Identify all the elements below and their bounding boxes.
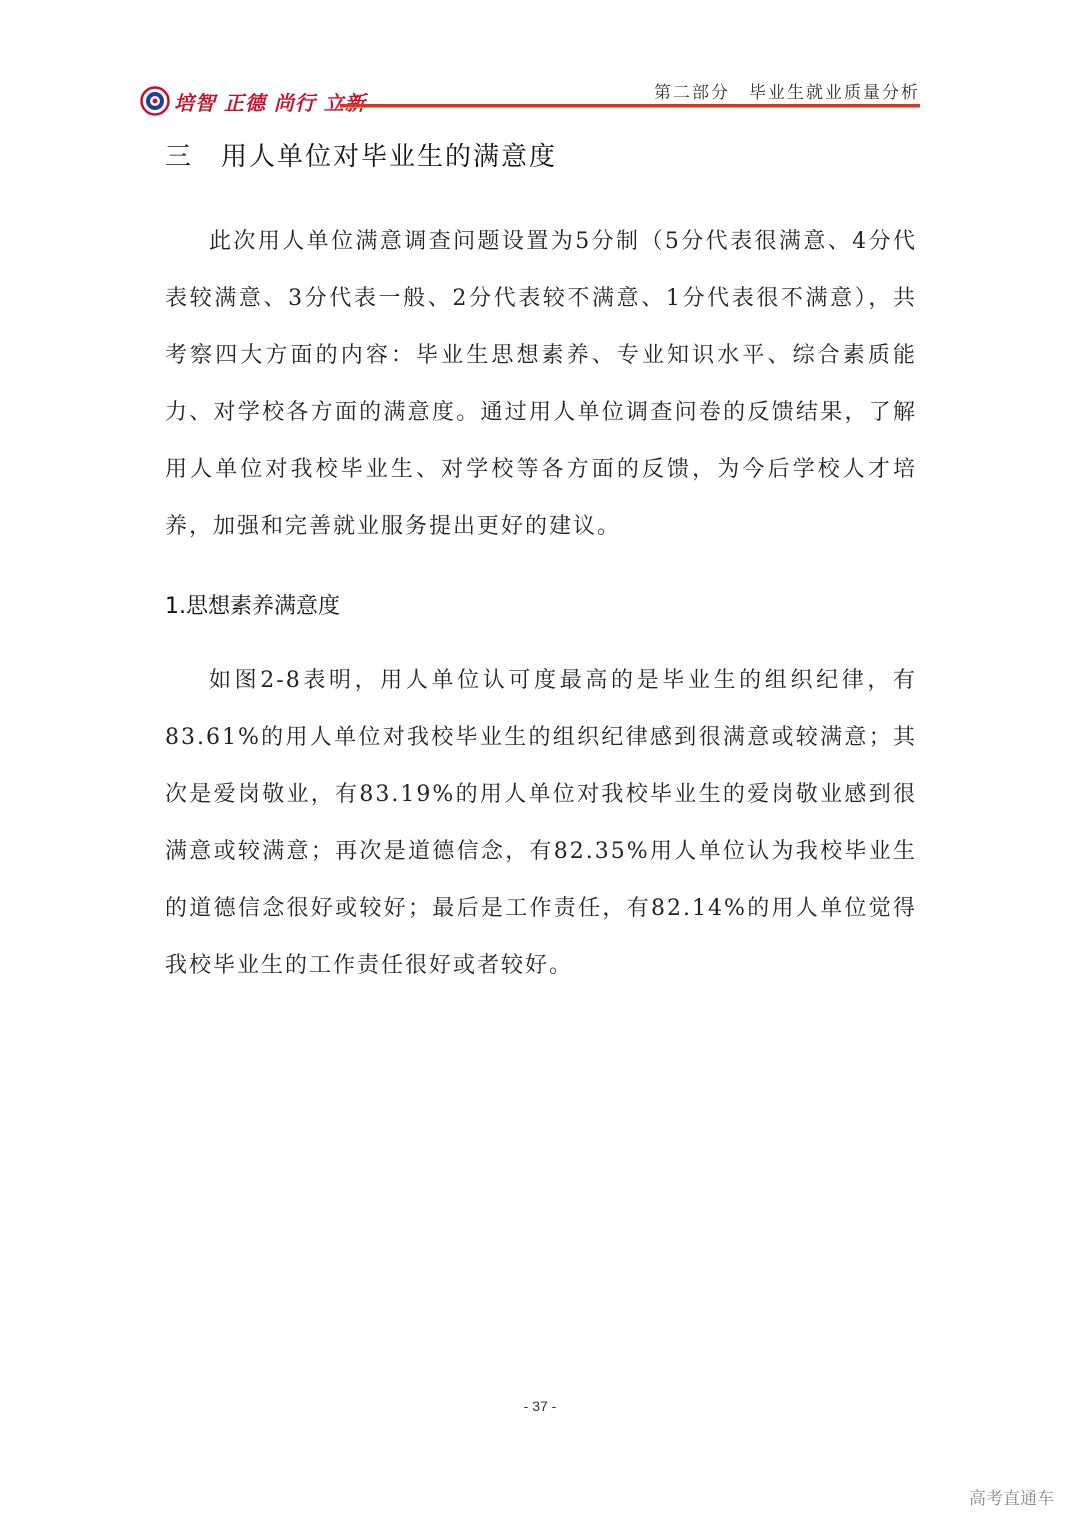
section-number: 三 [165,142,194,172]
section-heading [165,136,557,173]
school-logo [140,86,366,116]
subsection-paragraph: 如图2-8表明，用人单位认可度最高的是毕业生的组织纪律，有83.61%的用人单位对我校毕业生的组织纪律感到很满意或较满意；其次是爱岗敬业，有83.19%的用人单位对我校毕业生的爱岗敬业感到很满意或较满意；再次是道德信念，有82.35%用人单位认为我校毕业生的道德信念很好或较好；最后是工作责任，有82.14%的用人单位觉得我校毕业生的工作责任很好或者较好。 [165,668,917,978]
section-title: 用人单位对毕业生的满意度 [221,142,558,172]
watermark: 高考直通车 [969,1489,1054,1509]
intro-paragraph: 此次用人单位满意调查问题设置为5分制（5分代表很满意、4分代表较满意、3分代表一般、2分代表较不满意、1分代表很不满意），共考察四大方面的内容：毕业生思想素养、专业知识水平、综合素质能力、对学校各方面的满意度。通过用人单位调查问卷的反馈结果，了解用人单位对我校毕业生、对学校等各方面的反馈，为今后学校人才培养，加强和完善就业服务提出更好的建议。 [165,229,917,539]
subsection-heading: 1.思想素养满意度 [165,594,340,619]
header-rule [340,104,920,108]
school-motto: 培智 正德 尚行 立新 [174,90,366,115]
school-seal-icon [140,86,170,116]
header-section-title: 第二部分 毕业生就业质量分析 [654,83,920,103]
page-header [140,70,920,120]
page-number: - 37 - [523,1398,557,1414]
